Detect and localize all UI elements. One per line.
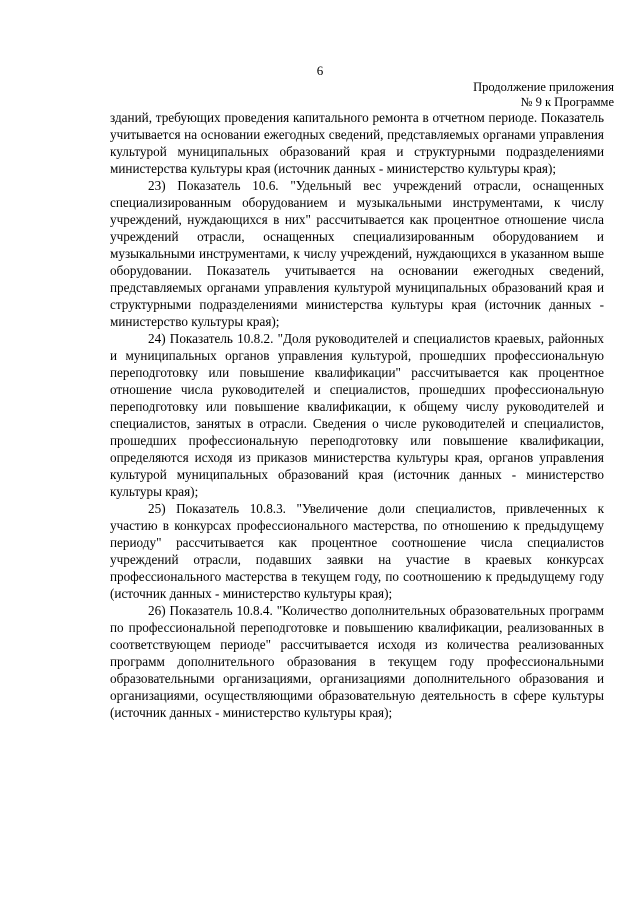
appendix-note-line-1: Продолжение приложения: [473, 80, 614, 94]
paragraph-item-26: 26) Показатель 10.8.4. "Количество дополнительных образовательных программ по профессиональной переподготовке и повышению квалификации, реализованных в соответствующем периоде" рассчитывается исходя из количества реализованных программ дополнительного образования в текущем году профессиональными образовательными организациями, организациями дополнительного образования и организациями, осуществляющими образовательную деятельность в сфере культуры (источник данных - министерство культуры края);: [110, 603, 604, 720]
body-text: [110, 109, 604, 721]
paragraph-continuation: зданий, требующих проведения капитального ремонта в отчетном периоде. Показатель учитывается на основании ежегодных сведений, представляемых органами управления культурой муниципальных образований края и структурными подразделениями министерства культуры края (источник данных - министерство культуры края);: [110, 110, 604, 176]
paragraph-item-25: 25) Показатель 10.8.3. "Увеличение доли специалистов, привлеченных к участию в конкурсах профессионального мастерства, по отношению к предыдущему периоду" рассчитывается как процентное соотношение числа специалистов учреждений отрасли, подавших заявки на участие в краевых конкурсах профессионального мастерства в текущем году, по соотношению к предыдущему году (источник данных - министерство культуры края);: [110, 501, 604, 601]
paragraph-item-23: 23) Показатель 10.6. "Удельный вес учреждений отрасли, оснащенных специализированным оборудованием и музыкальными инструментами, к числу учреждений, нуждающихся в них" рассчитывается как процентное отношение числа учреждений отрасли, оснащенных специализированным оборудованием и музыкальными инструментами, к числу учреждений, нуждающихся в указанном выше оборудовании. Показатель учитывается на основании ежегодных сведений, представляемых органами управления культурой муниципальных образований края и структурными подразделениями министерства культуры края (источник данных - министерство культуры края);: [110, 178, 604, 329]
appendix-note-line-2: № 9 к Программе: [520, 95, 614, 109]
paragraph-item-24: 24) Показатель 10.8.2. "Доля руководителей и специалистов краевых, районных и муниципальных органов управления культурой, прошедших профессиональную переподготовку или повышение квалификации" рассчитывается как процентное отношение числа руководителей и специалистов, прошедших профессиональную переподготовку или повышение квалификации, к общему числу руководителей и специалистов, занятых в отрасли. Сведения о числе руководителей и специалистов, прошедших профессиональную переподготовку или повышение квалификации, определяются исходя из приказов министерства культуры края, органов управления культурой муниципальных образований края (источник данных - министерство культуры края);: [110, 331, 604, 499]
page-number: 6: [316, 63, 324, 78]
appendix-note: [473, 80, 614, 110]
